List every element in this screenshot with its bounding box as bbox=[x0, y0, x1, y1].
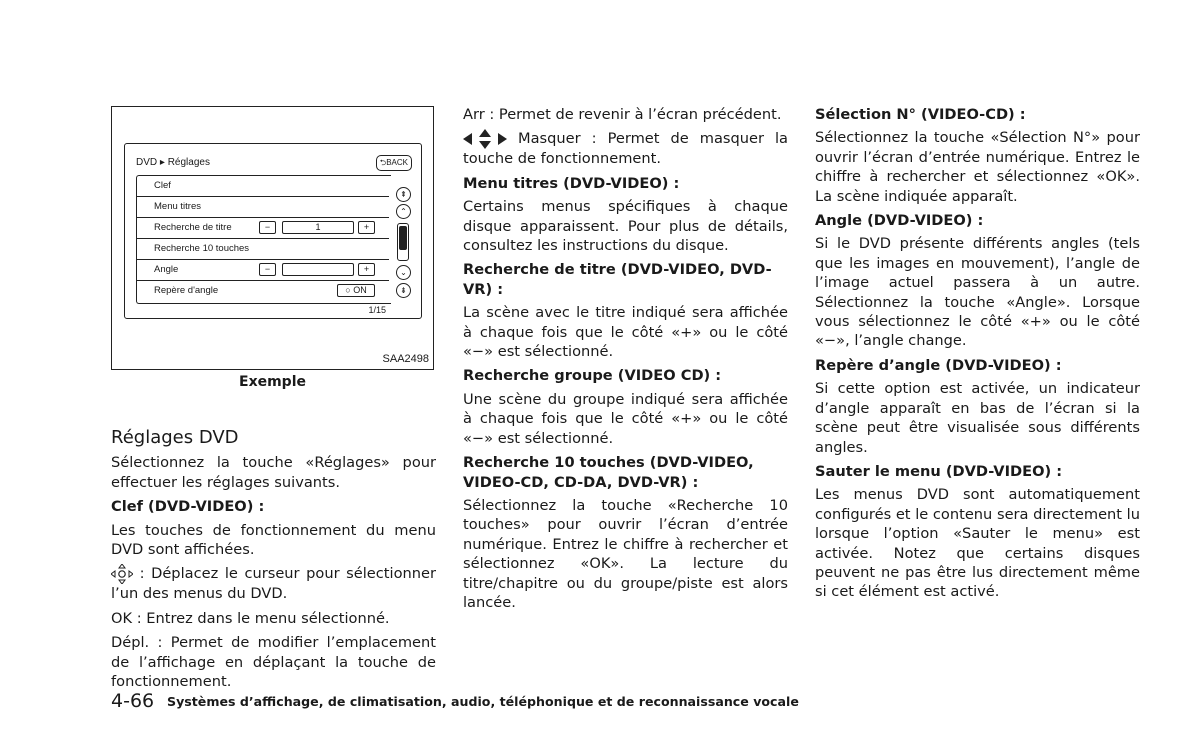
heading: Recherche groupe (VIDEO CD) : bbox=[463, 367, 722, 385]
angle-field bbox=[282, 263, 354, 276]
minus-button: − bbox=[259, 221, 276, 234]
arrows-hide-icon bbox=[463, 129, 507, 149]
angle-mark-toggle: ○ ON bbox=[337, 284, 375, 297]
column-2 bbox=[463, 105, 788, 617]
back-button: ⮌BACK bbox=[376, 155, 412, 171]
heading: Sélection N° (VIDEO-CD) : bbox=[815, 106, 1026, 123]
minus-button: − bbox=[259, 263, 276, 276]
paragraph: La scène avec le titre indiqué sera affichée à chaque fois que le côté «+» ou le côté «−» est sélectionné. bbox=[463, 304, 788, 361]
settings-menu-list bbox=[136, 175, 391, 304]
heading: Angle (DVD-VIDEO) : bbox=[815, 212, 984, 230]
heading: Repère d’angle (DVD-VIDEO) : bbox=[815, 356, 1062, 374]
menu-row-menu-titres: Menu titres bbox=[137, 197, 389, 218]
page-down-icon: ⇟ bbox=[396, 283, 411, 298]
footer-chapter-title: Systèmes d’affichage, de climatisation, audio, téléphonique et de reconnaissance vocale bbox=[167, 694, 799, 709]
paragraph: Certains menus spécifiques à chaque disque apparaissent. Pour plus de détails, consultez les instructions du disque. bbox=[463, 198, 788, 255]
paragraph: OK : Entrez dans le menu sélectionné. bbox=[111, 609, 390, 627]
plus-button: + bbox=[358, 263, 375, 276]
menu-row-angle: Angle − + bbox=[137, 260, 389, 281]
title-number-field: 1 bbox=[282, 221, 354, 234]
column-1 bbox=[111, 428, 436, 696]
paragraph: Sélectionnez la touche «Recherche 10 touches» pour ouvrir l’écran d’entrée numérique. Entrez le chiffre à rechercher et sélectionnez «OK». La lecture du titre/chapitre ou du groupe/piste est alors lancée. bbox=[463, 496, 788, 611]
page-up-icon: ⇞ bbox=[396, 187, 411, 202]
section-title: Réglages DVD bbox=[111, 427, 239, 448]
heading: Menu titres (DVD-VIDEO) : bbox=[463, 174, 680, 192]
scrollbar bbox=[397, 223, 409, 261]
dvd-settings-screen bbox=[124, 143, 422, 319]
scroll-thumb bbox=[399, 226, 407, 250]
plus-button: + bbox=[358, 221, 375, 234]
paragraph: Sélectionnez la touche «Réglages» pour effectuer les réglages suivants. bbox=[111, 454, 436, 491]
screen-breadcrumb: DVD ▸ Réglages bbox=[136, 157, 210, 168]
figure-caption: Exemple bbox=[239, 374, 306, 390]
heading: Recherche de titre (DVD-VIDEO, DVD-VR) : bbox=[463, 261, 772, 298]
paragraph: Les menus DVD sont automatiquement configurés et le contenu sera directement lu lorsque l’option «Sauter le menu» est activée. Notez que certains disques peuvent ne pas être lus directement même si cet élément est activé. bbox=[815, 486, 1140, 601]
paragraph: Une scène du groupe indiqué sera affichée à chaque fois que le côté «+» ou le côté «−» est sélectionné. bbox=[463, 390, 788, 447]
paragraph: Masquer : Permet de masquer la touche de fonctionnement. bbox=[463, 130, 788, 168]
scroll-up-icon: ⌃ bbox=[396, 204, 411, 219]
column-3 bbox=[815, 105, 1140, 607]
figure-code: SAA2498 bbox=[382, 353, 429, 365]
page-number: 4-66 bbox=[111, 690, 155, 712]
menu-row-recherche-titre: Recherche de titre − 1 + bbox=[137, 218, 389, 239]
joystick-arrows-icon bbox=[111, 564, 133, 584]
paragraph: Si cette option est activée, un indicateur d’angle apparaît en bas de l’écran si la scène peut être visualisée sous différents angles. bbox=[815, 380, 1140, 456]
example-figure bbox=[111, 106, 434, 370]
paragraph: Sélectionnez la touche «Sélection N°» pour ouvrir l’écran d’entrée numérique. Entrez le chiffre à rechercher et sélectionnez «OK». La scène indiquée apparaît. bbox=[815, 129, 1140, 205]
paragraph: Si le DVD présente différents angles (tels que les images en mouvement), l’angle de l’image actuel passera à un autre. Sélectionnez la touche «Angle». Lorsque vous sélectionnez le côté «+» ou le côté «−», l’angle change. bbox=[815, 235, 1140, 350]
page-indicator: 1/15 bbox=[368, 305, 386, 315]
menu-row-clef: Clef bbox=[137, 176, 389, 197]
heading: Sauter le menu (DVD-VIDEO) : bbox=[815, 462, 1063, 480]
back-arrow-icon: ⮌ bbox=[379, 158, 387, 167]
scroll-down-icon: ⌄ bbox=[396, 265, 411, 280]
paragraph: Dépl. : Permet de modifier l’emplacement de l’affichage en déplaçant la touche de fonctionnement. bbox=[111, 634, 436, 691]
heading: Recherche 10 touches (DVD-VIDEO, VIDEO-CD, CD-DA, DVD-VR) : bbox=[463, 454, 754, 491]
menu-row-recherche-10: Recherche 10 touches bbox=[137, 239, 389, 260]
paragraph: Les touches de fonctionnement du menu DVD sont affichées. bbox=[111, 521, 436, 559]
paragraph: : Déplacez le curseur pour sélectionner l’un des menus du DVD. bbox=[111, 565, 436, 603]
scroll-controls bbox=[393, 175, 419, 302]
radio-icon: ○ bbox=[345, 285, 351, 295]
paragraph: Arr : Permet de revenir à l’écran précédent. bbox=[463, 106, 782, 123]
menu-row-repere-angle: Repère d'angle ○ ON bbox=[137, 281, 389, 301]
heading: Clef (DVD-VIDEO) : bbox=[111, 498, 265, 516]
